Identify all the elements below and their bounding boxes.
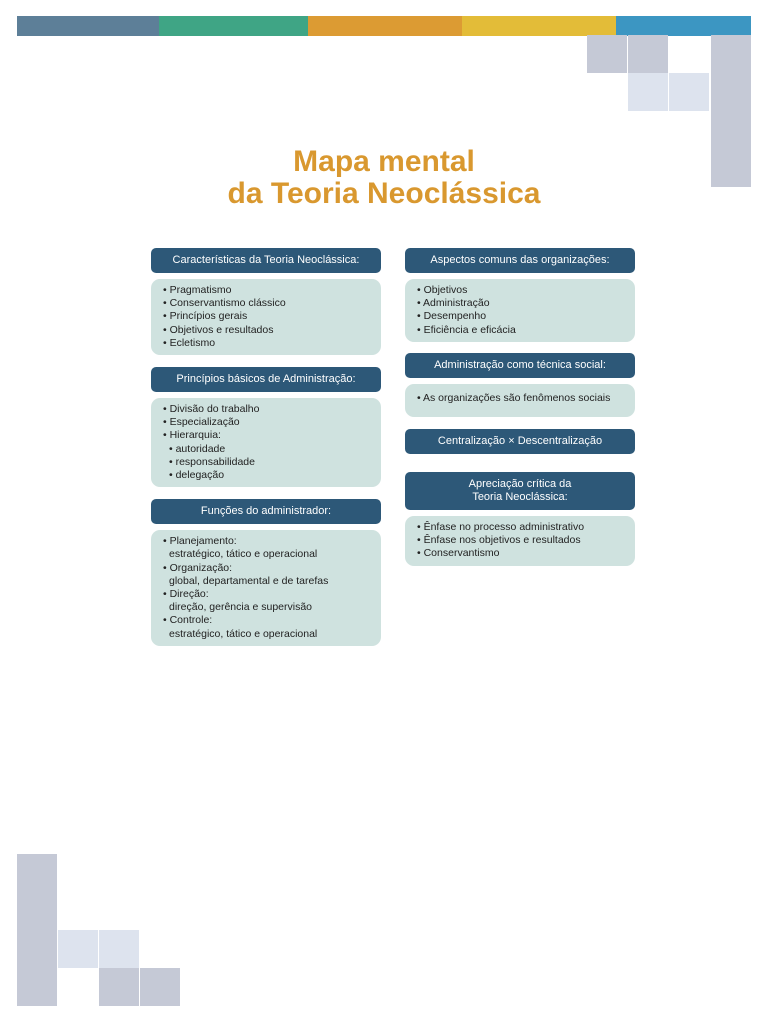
list-item: • Ênfase no processo administrativo bbox=[417, 521, 625, 534]
page-title bbox=[0, 146, 768, 210]
card-body bbox=[151, 530, 381, 646]
decor-square bbox=[711, 35, 751, 73]
decor-square bbox=[628, 35, 668, 73]
decor-square bbox=[669, 73, 709, 111]
bar-segment-orange bbox=[308, 16, 462, 36]
list-item: • As organizações são fenômenos sociais bbox=[417, 392, 625, 405]
card-body bbox=[151, 279, 381, 355]
decor-square bbox=[587, 35, 627, 73]
list-item: • Hierarquia: bbox=[163, 429, 371, 442]
card-tecnica-social bbox=[405, 353, 635, 417]
list-item: • Pragmatismo bbox=[163, 284, 371, 297]
list-item: • Objetivos bbox=[417, 284, 625, 297]
decor-square bbox=[17, 892, 57, 930]
card-body bbox=[405, 384, 635, 417]
list-item: • Planejamento: estratégico, tático e operacional bbox=[163, 535, 371, 561]
sub-list-item: • autoridade bbox=[163, 443, 371, 456]
list-item: • Ênfase nos objetivos e resultados bbox=[417, 534, 625, 547]
list-item: • Especialização bbox=[163, 416, 371, 429]
card-caracteristicas bbox=[151, 248, 381, 355]
bar-segment-slate bbox=[17, 16, 159, 36]
list-item: • Desempenho bbox=[417, 310, 625, 323]
card-funcoes-administrador bbox=[151, 499, 381, 646]
decor-square bbox=[628, 73, 668, 111]
list-item: • Controle: estratégico, tático e operacional bbox=[163, 614, 371, 640]
top-color-bar bbox=[17, 16, 751, 36]
bar-segment-yellow bbox=[462, 16, 616, 36]
decor-square bbox=[17, 968, 57, 1006]
page-title-line-1: Mapa mental bbox=[293, 145, 475, 178]
card-heading: Funções do administrador: bbox=[151, 499, 381, 524]
decor-square bbox=[99, 968, 139, 1006]
list-item: • Objetivos e resultados bbox=[163, 324, 371, 337]
list-item: • Direção: direção, gerência e supervisão bbox=[163, 588, 371, 614]
sub-list-item: • delegação bbox=[163, 469, 371, 482]
decor-square bbox=[17, 854, 57, 892]
list-item: • Divisão do trabalho bbox=[163, 403, 371, 416]
list-item: • Eficiência e eficácia bbox=[417, 324, 625, 337]
bar-segment-green bbox=[159, 16, 308, 36]
card-heading: Centralização × Descentralização bbox=[405, 429, 635, 454]
left-column bbox=[151, 248, 381, 646]
sub-list-item: • responsabilidade bbox=[163, 456, 371, 469]
list-item: • Administração bbox=[417, 297, 625, 310]
decor-square bbox=[711, 73, 751, 111]
card-heading: Administração como técnica social: bbox=[405, 353, 635, 378]
decor-square bbox=[58, 930, 98, 968]
card-heading bbox=[405, 472, 635, 510]
list-item: • Conservantismo clássico bbox=[163, 297, 371, 310]
card-apreciacao-critica bbox=[405, 472, 635, 566]
card-body bbox=[405, 279, 635, 342]
card-principios-basicos bbox=[151, 367, 381, 487]
page-title-line-2: da Teoria Neoclássica bbox=[227, 177, 541, 210]
right-column bbox=[405, 248, 635, 566]
card-heading: Princípios básicos de Administração: bbox=[151, 367, 381, 392]
bar-segment-blue bbox=[616, 16, 751, 36]
card-heading: Aspectos comuns das organizações: bbox=[405, 248, 635, 273]
card-aspectos-comuns bbox=[405, 248, 635, 342]
list-item: • Ecletismo bbox=[163, 337, 371, 350]
card-heading: Características da Teoria Neoclássica: bbox=[151, 248, 381, 273]
list-item: • Conservantismo bbox=[417, 547, 625, 560]
decor-square bbox=[99, 930, 139, 968]
decor-square bbox=[711, 111, 751, 149]
card-body bbox=[405, 516, 635, 566]
list-item: • Princípios gerais bbox=[163, 310, 371, 323]
card-body bbox=[151, 398, 381, 487]
card-centralizacao bbox=[405, 429, 635, 454]
card-heading-line-1: Apreciação crítica da bbox=[468, 478, 572, 491]
decor-square bbox=[140, 968, 180, 1006]
decor-square bbox=[17, 930, 57, 968]
list-item: • Organização: global, departamental e de tarefas bbox=[163, 562, 371, 588]
card-heading-line-2: Teoria Neoclássica: bbox=[472, 491, 568, 504]
